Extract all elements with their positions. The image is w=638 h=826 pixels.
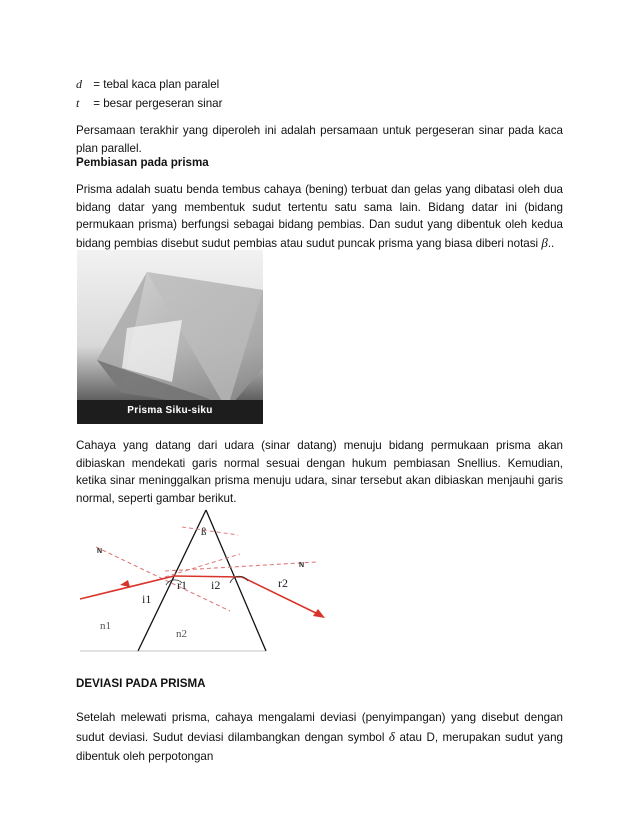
paragraph-end: .. [547, 236, 555, 250]
prism-refraction-diagram [70, 507, 350, 655]
symbol-definitions [76, 75, 222, 113]
extension-line-top [182, 527, 238, 535]
paragraph-prisma-definition [76, 181, 563, 252]
heading-deviasi-prisma: DEVIASI PADA PRISMA [76, 677, 206, 690]
definition-text: = tebal kaca plan paralel [93, 78, 220, 91]
extension-line [165, 554, 240, 577]
i1-label: i1 [142, 592, 152, 606]
prism-photo-graphic [77, 250, 263, 424]
refracted-ray [174, 576, 242, 577]
heading-pembiasan-prisma: Pembiasan pada prisma [76, 156, 209, 169]
paragraph-text-end: atau D, merupakan sudut yang dibentuk oleh perpotongan [76, 731, 563, 763]
i2-label: i2 [211, 578, 221, 592]
normal-left-label: N [97, 548, 103, 555]
emergent-arrowhead [313, 609, 325, 618]
incident-arrowhead [120, 580, 130, 587]
incident-ray [80, 576, 174, 599]
paragraph-deviasi [76, 708, 563, 766]
definition-text: = besar pergeseran sinar [93, 97, 223, 110]
normal-right-label: N [299, 562, 305, 569]
paragraph-pembiasan: Cahaya yang datang dari udara (sinar datang) menuju bidang permukaan prisma akan dibiaskan mendekati garis normal sesuai dengan hukum pembiasan Snellius. Kemudian, ketika sinar meninggalkan prisma menuju udara, sinar tersebut akan dibiaskan menjauhi garis normal, seperti gambar berikut. [76, 439, 563, 505]
n1-label: n1 [100, 620, 111, 632]
r2-label: r2 [278, 576, 288, 590]
definition-t [76, 94, 222, 113]
r1-label: r1 [177, 578, 187, 592]
beta-label: ß [201, 526, 207, 538]
definition-d [76, 75, 222, 94]
definition-symbol: t [76, 96, 80, 110]
paragraph-text: Prisma adalah suatu benda tembus cahaya (bening) terbuat dan gelas yang dibatasi oleh dua bidang datar yang membentuk sudut tertentu satu sama lain. Bidang datar ini (bidang permukaan prisma) berfungsi sebagai bidang pembias. Dan sudut yang dibentuk oleh kedua bidang pembias disebut sudut pembias atau sudut puncak prisma yang biasa diberi notasi [76, 183, 563, 250]
delta-symbol: δ [388, 729, 395, 744]
beta-symbol: β [541, 234, 548, 250]
paragraph-text: Setelah melewati prisma, cahaya mengalami deviasi (penyimpangan) yang disebut dengan sudut deviasi. Sudut deviasi dilambangkan dengan symbol [76, 711, 563, 744]
definition-symbol: d [76, 77, 82, 91]
paragraph-pergeseran: Persamaan terakhir yang diperoleh ini adalah persamaan untuk pergeseran sinar pada kaca plan parallel. [76, 124, 563, 155]
n2-label: n2 [176, 628, 187, 640]
prism-photo [77, 250, 263, 424]
photo-caption: Prisma Siku-siku [127, 405, 213, 416]
